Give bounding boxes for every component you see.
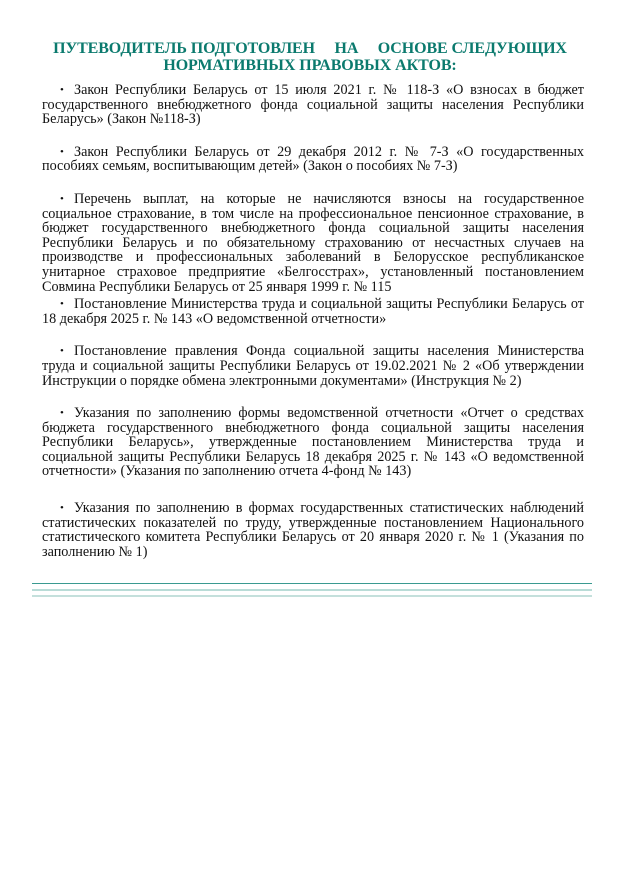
page-title (20, 40, 600, 74)
bullet-icon: • (60, 502, 64, 515)
bullet-icon: • (60, 298, 64, 311)
bullet-icon: • (60, 407, 64, 420)
list-item-text: Закон Республики Беларусь от 29 декабря 2012 г. № 7-З «О государственных пособиях семьям, воспитывающим детей» (Закон о пособиях № 7-З) (42, 143, 584, 175)
list-item (42, 297, 584, 326)
list-item-text: Указания по заполнению формы ведомственной отчетности «Отчет о средствах бюджета государственного внебюджетного фонда социальной защиты населения Республики Беларусь», утвержденные постановлением Министерства труда и социальной защиты Республики Беларусь 18 декабря 2025 г. № 143 «О ведомственной отчетности» (Указания по заполнению отчета 4-фонд № 143) (42, 405, 584, 480)
bullet-icon: • (60, 84, 64, 96)
list-item-text: Перечень выплат, на которые не начисляются взносы на государственное социальное страхование, в том числе на профессиональное пенсионное страхование, в бюджет государственного внебюджетного фонда социальной защиты населения Республики Беларусь и по обязательному страхованию от несчастных случаев на производстве и профессиональных заболеваний в Белорусское республиканское унитарное страховое предприятие «Белгосстрах», установленный постановлением Совмина Республики Беларусь от 25 января 1999 г. № 115 (42, 190, 584, 295)
list-item (42, 344, 584, 388)
bullet-icon: • (60, 145, 64, 158)
title-line-2: НОРМАТИВНЫХ ПРАВОВЫХ АКТОВ: (163, 57, 457, 74)
list-item (42, 83, 584, 127)
divider-line (32, 583, 592, 584)
bullet-icon: • (60, 345, 64, 358)
list-item (42, 145, 584, 174)
list-item (42, 192, 584, 294)
list-item (42, 406, 584, 479)
list-item-text: Указания по заполнению в формах государственных статистических наблюдений статистических показателей по труду, утвержденные постановлением Национального статистического комитета Республики Беларусь от 20 января 2020 г. № 1 (Указания по заполнению № 1) (42, 500, 584, 560)
list-item-text: Закон Республики Беларусь от 15 июля 2021 г. № 118-З «О взносах в бюджет государственного внебюджетного фонда социальной защиты населения Республики Беларусь» (Закон №118-З) (42, 82, 584, 128)
list-item-text: Постановление Министерства труда и социальной защиты Республики Беларусь от 18 декабря 2025 г. № 143 «О ведомственной отчетности» (42, 296, 584, 327)
list-item (42, 501, 584, 559)
divider-line (32, 595, 592, 597)
legal-acts-list (42, 83, 584, 559)
title-line-1: ПУТЕВОДИТЕЛЬ ПОДГОТОВЛЕН НА ОСНОВЕ СЛЕДУЮЩИХ (53, 40, 567, 57)
list-item-text: Постановление правления Фонда социальной защиты населения Министерства труда и социальной защиты Республики Беларусь от 19.02.2021 № 2 «Об утверждении Инструкции о порядке обмена электронными документами» (Инструкция № 2) (42, 343, 584, 389)
divider-line (32, 589, 592, 591)
bullet-icon: • (60, 192, 64, 205)
